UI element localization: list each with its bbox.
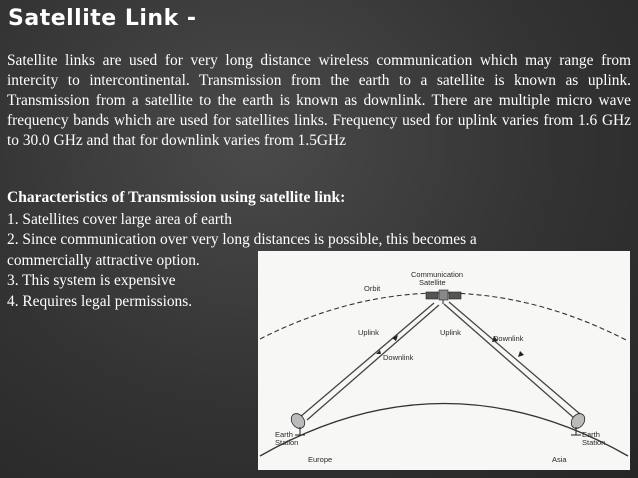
uplink-line-right — [444, 304, 574, 418]
satellite-label-2: Satellite — [419, 278, 446, 287]
list-item: 4. Requires legal permissions. — [7, 292, 193, 310]
orbit-label: Orbit — [364, 284, 381, 293]
right-station-label-2: Station — [582, 438, 606, 447]
earth-surface-arc — [260, 404, 628, 457]
list-item: commercially attractive option. — [7, 251, 200, 269]
uplink-label-left: Uplink — [358, 328, 379, 337]
right-station-label: Earth — [582, 430, 600, 439]
satellite-label: Communication — [411, 270, 464, 279]
downlink-label-right: Downlink — [493, 334, 524, 343]
satellite-icon — [426, 290, 461, 304]
satellite-link-diagram — [258, 251, 630, 470]
downlink-label-left: Downlink — [383, 353, 414, 362]
characteristics-heading: Characteristics of Transmission using satellite link: — [7, 189, 346, 206]
downlink-arrow-right — [518, 351, 524, 357]
list-item: 2. Since communication over very long distances is possible, this becomes a — [7, 231, 477, 249]
downlink-line-left — [307, 305, 439, 420]
list-item: 1. Satellites cover large area of earth — [7, 211, 232, 228]
left-station-label-2: Station — [275, 438, 299, 447]
uplink-label-right: Uplink — [440, 328, 461, 337]
list-item: 3. This system is expensive — [7, 272, 176, 290]
asia-label: Asia — [552, 455, 567, 464]
diagram-svg — [258, 251, 630, 470]
intro-paragraph: Satellite links are used for very long distance wireless communication which may range from intercity to intercontinental. Transmission from the earth to a satellite is known as uplink. Transmission from a satellite to the earth is known as downlink. There are multiple micro wave frequency bands which are used for satellites links. Frequency used for uplink varies from 1.6 GHz to 30.0 GHz and that for downlink varies from 1.5GHz — [7, 52, 631, 149]
left-station-label: Earth — [275, 430, 293, 439]
downlink-line-right — [449, 302, 580, 414]
slide-title: Satellite Link - — [8, 6, 197, 31]
uplink-line-left — [300, 303, 434, 417]
europe-label: Europe — [308, 455, 333, 464]
